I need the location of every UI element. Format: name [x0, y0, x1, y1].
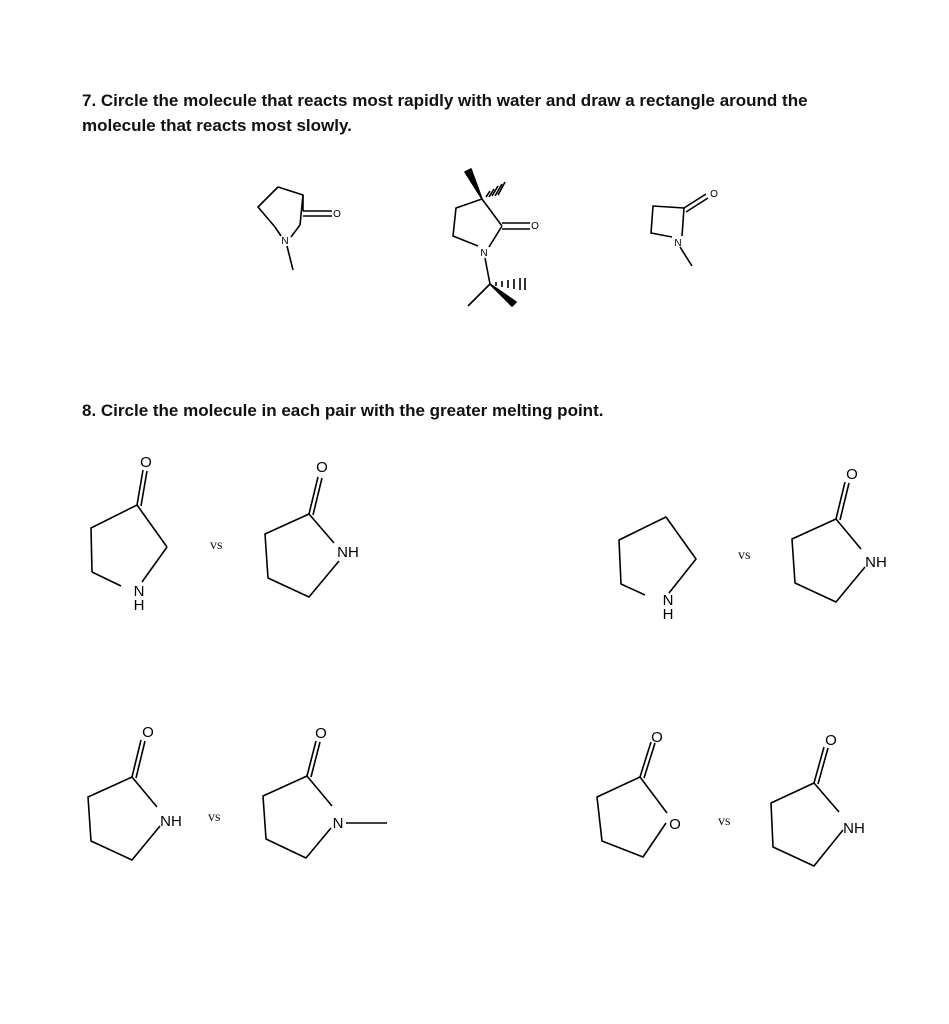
molecule-7b-hindered-lactam — [453, 169, 539, 306]
molecule-8-4a-butyrolactone — [597, 729, 681, 857]
nitrogen-atom-8-1a: N — [133, 583, 145, 600]
vs-label-pair-3: vs — [208, 810, 221, 825]
oxygen-atom-7c: O — [710, 189, 718, 200]
vs-label-pair-4: vs — [718, 814, 731, 829]
molecule-8-3b-n-methylpyrrolidin-2-one — [263, 725, 387, 858]
amine-atom-8-4b: NH — [843, 820, 865, 837]
molecule-7c-n-methylazetidinone — [651, 189, 718, 266]
molecule-8-2a-pyrrolidine — [619, 517, 696, 623]
nitrogen-atom-7c: N — [674, 238, 682, 249]
question-7-text: 7. Circle the molecule that reacts most rapidly with water and draw a rectangle around the molecule that reacts most slowly. — [82, 91, 808, 135]
nitrogen-atom-7a: N — [281, 236, 289, 247]
oxygen-atom-8-2b: O — [846, 466, 858, 483]
oxygen-atom-7b: O — [531, 221, 539, 232]
molecule-7a-n-methylpyrrolidinone — [258, 187, 341, 270]
molecule-8-2b-pyrrolidin-2-one — [792, 466, 887, 602]
molecule-8-3a-pyrrolidin-2-one — [88, 724, 182, 860]
vs-label-pair-1: vs — [210, 538, 223, 553]
oxygen-atom-8-3a: O — [142, 724, 154, 741]
molecule-8-1a-pyrrolidin-3-one — [91, 454, 167, 614]
amine-atom-8-2b: NH — [865, 554, 887, 571]
oxygen-atom-8-4a-carbonyl: O — [651, 729, 663, 746]
hydrogen-atom-8-1a: H — [133, 597, 145, 614]
amine-atom-8-3a: NH — [160, 813, 182, 830]
oxygen-atom-8-4b: O — [825, 732, 837, 749]
oxygen-atom-8-3b: O — [315, 725, 327, 742]
nitrogen-atom-8-3b: N — [332, 815, 344, 832]
vs-label-pair-2: vs — [738, 548, 751, 563]
molecule-8-1b-pyrrolidin-2-one — [265, 459, 359, 597]
oxygen-atom-7a: O — [333, 209, 341, 220]
hydrogen-atom-8-2a: H — [662, 606, 674, 623]
molecule-8-4b-pyrrolidin-2-one — [771, 732, 865, 866]
nitrogen-atom-7b: N — [480, 248, 488, 259]
nitrogen-atom-8-2a: N — [662, 592, 674, 609]
question-8-text: 8. Circle the molecule in each pair with the greater melting point. — [82, 401, 604, 420]
oxygen-atom-8-4a-ring: O — [669, 816, 681, 833]
amine-atom-8-1b: NH — [337, 544, 359, 561]
oxygen-atom-8-1a: O — [140, 454, 152, 471]
oxygen-atom-8-1b: O — [316, 459, 328, 476]
